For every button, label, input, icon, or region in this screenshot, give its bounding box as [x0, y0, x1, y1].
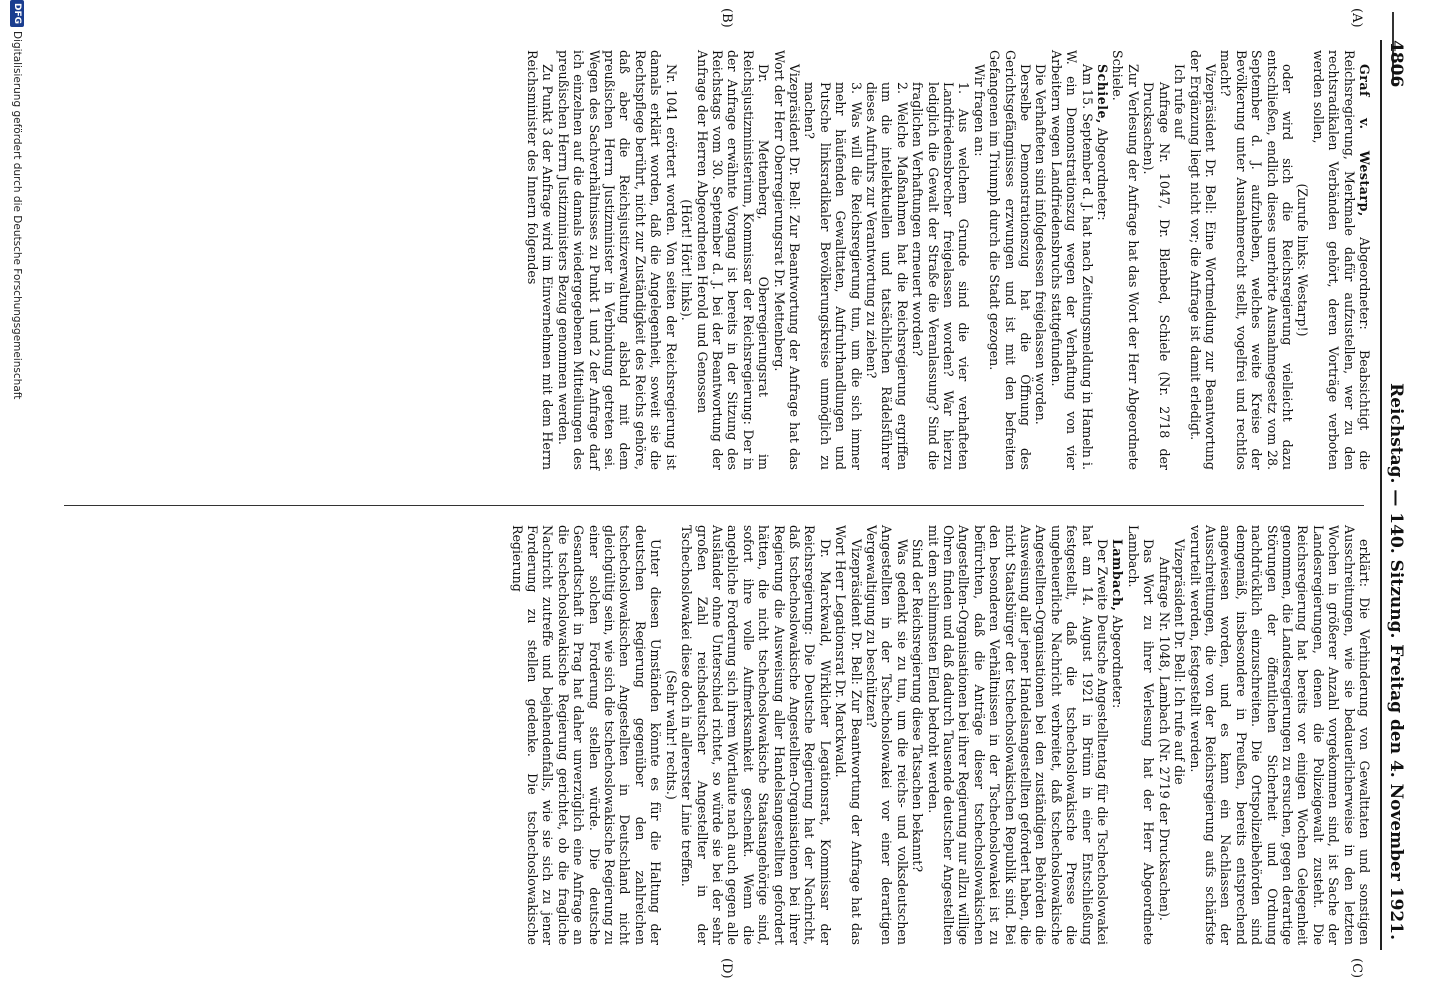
- paragraph-text: 2. Welche Maßnahmen hat die Reichsregierung ergriffen um die intellektuellen und tatsächlichen Rädelsführer dieses Aufruhrs zur Verantwortung zu ziehen?: [864, 82, 910, 470]
- paragraph-text: 1. Aus welchem Grunde sind die vier verhafteten Landfriedensbrecher freigelassen worden? War hierzu lediglich die Gewalt der Straße die Veranlassung? Sind die fraglichen Verhaftungen erneuert worden?: [910, 82, 972, 470]
- paragraph: [525, 50, 556, 470]
- paragraph: [1172, 525, 1187, 945]
- left-column: [42, 50, 1372, 470]
- paragraph-text: Dr. Mettenberg, Oberregierungsrat im Reichsjustizministerium, Kommissar der Reichsregierung: Der in der Anfrage erwähnte Vorgang ist bereits in der Sitzung des Reichstags vom 30. September d. J. bei der Beantwortung der Anfrage der Herren Abgeordneten Herold und Genossen: [694, 50, 772, 470]
- paragraph-text: Unter diesen Umständen könnte es für die Haltung der deutschen Regierung gegenüber den zahlreichen tschechoslowakischen Angestellten in Deutschland nicht gleichgültig sein, wie sich die tschechoslowakische Regierung zu einer solchen Forderung stellen würde. Die deutsche Gesandtschaft in Prag hat daher unverzüglich eine Anfrage an die tschechoslowakische Regierung gerichtet, ob die fragliche Nachricht zutreffe und bejahendenfalls, wie sie sich zu jener Forderung zu stellen gedenke. Die tschechoslowakische Regierung: [509, 525, 664, 945]
- margin-mark-a: (A): [1349, 8, 1364, 28]
- page-title: Reichstag. — 140. Sitzung. Freitag den 4. November 1921.: [1386, 383, 1406, 940]
- paragraph-text: (Sehr wahr! rechts.): [663, 670, 679, 800]
- paragraph-text: Anfrage Nr. 1047, Dr. Blenbed, Schiele (Nr. 2718 der Drucksachen).: [1141, 82, 1172, 470]
- footer-text: Digitalisierung gefördert durch die Deutsche Forschungsgemeinschaft: [11, 31, 23, 400]
- paragraph: [833, 525, 864, 945]
- paragraph: [925, 525, 1110, 945]
- paragraph-text: Abgeordneter:: [1095, 127, 1111, 221]
- paragraph: [555, 50, 678, 470]
- paragraph-text: oder wird sich die Reichsregierung vielleicht dazu entschließen, endlich dieses unerhörte Ausnahmegesetz vom 28. September d. J. aufzuheben, welches weite Kreise der Bevölkerung unter Ausnahmerecht stellt, vogelfrei und rechtlos macht?: [1218, 50, 1295, 470]
- paragraph-text: Ich rufe auf: [1172, 64, 1188, 139]
- paragraph: [1187, 525, 1372, 945]
- paragraph-text: Abgeordneter: Beabsichtigt die Reichsregierung, Merkmale dafür aufzustellen, wer zu den rechtsradikalen Verbänden gehört, deren Vorträge verboten werden sollen,: [1310, 50, 1372, 470]
- footer-credit: [10, 0, 24, 1000]
- paragraph: [910, 50, 972, 470]
- paragraph: [1141, 50, 1172, 470]
- paragraph: [679, 50, 694, 470]
- paragraph-text: Am 15. September d. J. hat nach Zeitungsmeldung in Hameln i. W. ein Demonstrationszug wegen der Verhaftung von vier Arbeitern wegen Landfriedensbruchs stattgefunden.: [1048, 50, 1095, 470]
- paragraph-text: Dr. Marckwald, Wirklicher Legationsrat, Kommissar der Reichsregierung: Die Deutsche Regierung hat der Nachricht, daß tschechoslowakische Angestellten-Organisationen bei ihrer Regierung die Ausweisung aller Handelsangestellten gefordert hätten, die nicht tschechoslowakische Staatsangehörige sind, sofort ihre volle Aufmerksamkeit geschenkt. Wenn die angebliche Forderung sich ihrem Wortlaute nach auch gegen alle Ausländer ohne Unterschied richtet, so würde sie bei der sehr großen Zahl reichsdeutscher Angestellter in der Tschechoslowakei diese doch in allererster Linie treffen.: [679, 525, 833, 945]
- paragraph: [663, 525, 678, 945]
- paragraph: [694, 50, 771, 470]
- paragraph: [1126, 525, 1157, 945]
- paragraph: [1033, 50, 1048, 470]
- paragraph: [971, 50, 986, 470]
- paragraph-text: Nr. 1041 erörtert worden. Von seiten der Reichsregierung ist damals erklärt worden, daß die Angelegenheit, soweit sie die Rechtspflege berührt, nicht zur Zuständigkeit des Reichs gehöre, daß aber die Reichsjustizverwaltung alsbald mit dem preußischen Herrn Justizminister in Verbindung getreten sei. Wegen des Sachverhältnisses zu Punkt 1 und 2 der Anfrage darf ich einzelnen auf die damals wiedergegebenen Mitteilungen des preußischen Herrn Justizministers Bezug genommen werden.: [555, 50, 679, 470]
- paragraph: [1110, 50, 1141, 470]
- paragraph-text: Sind der Reichsregierung diese Tatsachen bekannt?: [910, 539, 926, 873]
- paragraph-text: Vizepräsident Dr. Bell: Ich rufe auf die: [1172, 539, 1188, 785]
- margin-mark-d: (D): [719, 958, 734, 979]
- paragraph: [1295, 50, 1310, 470]
- paragraph: [910, 525, 925, 945]
- paragraph-text: 3. Was will die Reichsregierung tun, um die sich immer mehr häufenden Gewalttaten, Aufruhrhandlungen und Putsche linksradikaler Bevölkerungskreise unmöglich zu machen?: [802, 82, 864, 470]
- margin-mark-c: (C): [1349, 958, 1364, 979]
- paragraph: [987, 50, 1033, 470]
- header-rule: [1380, 40, 1382, 950]
- right-column: [42, 525, 1372, 945]
- paragraph: [1187, 50, 1218, 470]
- page-header: [1386, 40, 1406, 940]
- paragraph: [864, 50, 910, 470]
- paragraph: [771, 50, 802, 470]
- paragraph-text: Zu Punkt 3 der Anfrage wird im Einvernehmen mit dem Herrn Reichsminister des Innern folgendes: [525, 50, 556, 470]
- paragraph: [1310, 50, 1372, 470]
- paragraph: [802, 50, 864, 470]
- paragraph-text: Was gedenkt sie zu tun, um die reichs- und volksdeutschen Angestellten in der Tschechoslowakei vor einer derartigen Vergewaltigung zu beschützen?: [864, 525, 910, 945]
- speaker-name: Lambach,: [1110, 539, 1126, 612]
- paragraph: [864, 525, 910, 945]
- column-divider: [64, 505, 1364, 506]
- paragraph-text: Vizepräsident Dr. Bell: Zur Beantwortung der Anfrage hat das Wort der Herr Oberregierungsrat Dr. Mettenberg.: [771, 50, 802, 470]
- paragraph: [1048, 50, 1094, 470]
- speaker-name: Graf v. Westarp,: [1357, 64, 1372, 217]
- paragraph: [679, 525, 833, 945]
- paragraph: [1218, 50, 1295, 470]
- paragraph-text: Abgeordneter:: [1110, 615, 1126, 709]
- paragraph-text: Vizepräsident Dr. Bell: Eine Wortmeldung zur Beantwortung der Ergänzung liegt nicht vor; die Anfrage ist damit erledigt.: [1187, 50, 1218, 470]
- paragraph-text: Wir fragen an:: [971, 64, 987, 157]
- paragraph-text: erklärt: Die Verhinderung von Gewalttaten und sonstigen Ausschreitungen, wie sie bedauerlicherweise in den letzten Wochen in größerer Anzahl vorgekommen sind, ist Sache der Landesregierungen, denen die Polizeigewalt zusteht. Die Reichsregierung hat bereits vor einigen Wochen Gelegenheit genommen, die Landesregierungen zu ersuchen, gegen derartige Störungen der öffentlichen Sicherheit und Ordnung nachdrücklich einzuschreiten. Die Ortspolizeibehörden sind demgemäß, insbesondere in Preußen, bereits entsprechend angewiesen worden, und es kann ein Nachlassen der Ausschreitungen, die von der Reichsregierung aufs schärfste verurteilt werden, festgestellt werden.: [1187, 525, 1372, 945]
- paragraph-text: Zur Verlesung der Anfrage hat das Wort der Herr Abgeordnete Schiele.: [1110, 50, 1141, 470]
- paragraph-text: Derselbe Demonstrationszug hat die Öffnung des Gerichtsgefängnisses erzwungen und ist mit den befreiten Gefangenen im Triumph durch die Stadt gezogen.: [987, 50, 1034, 470]
- speaker-name: Schiele,: [1095, 64, 1111, 124]
- paragraph-text: Vizepräsident Dr. Bell: Zur Beantwortung der Anfrage hat das Wort Herr Legationsrat Dr. Marckwald.: [833, 525, 864, 945]
- page-number: 4806: [1386, 40, 1406, 88]
- paragraph: [1110, 525, 1125, 945]
- paragraph: [1095, 50, 1110, 470]
- dfg-logo: DFG: [10, 0, 24, 27]
- paragraph-text: Der Zweite Deutsche Angestelltentag für die Tschechoslowakei hat am 14. August 1921 in Brünn in einer Entschließung festgestellt, daß die tschechoslowakische Presse die ungeheuerliche Nachricht verbreitet, daß tschechoslowakische Angestellten-Organisationen bei den zuständigen Behörden die Ausweisung aller jener Handelsangestellten gefordert haben, die nicht Staatsbürger der tschechoslowakischen Republik sind. Bei den besonderen Verhältnissen in der Tschechoslowakei ist zu befürchten, daß die Anträge dieser tschechoslowakischen Angestellten-Organisationen bei ihrer Regierung nur allzu willige Ohren finden und daß dadurch Tausende deutscher Angestellten mit dem schlimmsten Elend bedroht werden.: [925, 525, 1111, 945]
- paragraph-text: Die Verhafteten sind infolgedessen freigelassen worden.: [1033, 64, 1049, 425]
- paragraph-text: Anfrage Nr. 1048, Lambach (Nr. 2719 der Drucksachen).: [1156, 557, 1172, 921]
- paragraph: [1172, 50, 1187, 470]
- paragraph-text: (Hört! Hört! links).: [679, 199, 695, 321]
- paragraph-text: Das Wort zu ihrer Verlesung hat der Herr Abgeordnete Lambach.: [1125, 525, 1157, 945]
- paragraph-text: (Zurufe links: Westarp!): [1295, 183, 1311, 337]
- paragraph: [1156, 525, 1171, 945]
- margin-mark-b: (B): [719, 8, 734, 28]
- paragraph: [509, 525, 663, 945]
